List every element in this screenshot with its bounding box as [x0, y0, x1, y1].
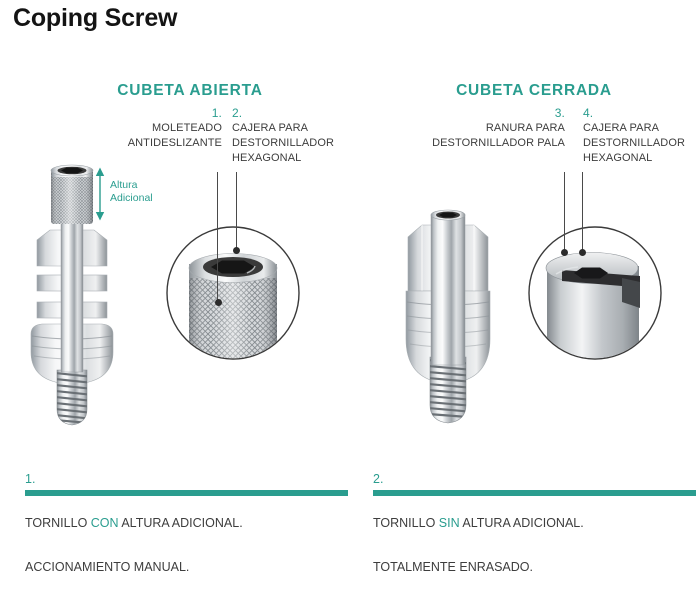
knurl-detail-circle [164, 224, 302, 362]
threaded-tip [428, 357, 468, 423]
callout-line: DESTORNILLADOR [232, 137, 335, 149]
callout-line: RANURA PARA [485, 122, 565, 134]
callout-number: 4. [583, 106, 594, 120]
open-tray-screw-illustration [28, 162, 124, 434]
caption-number: 1. [25, 472, 36, 487]
callout-number: 2. [232, 106, 243, 120]
callout-line: ANTIDESLIZANTE [127, 137, 222, 149]
caption-text: ALTURA ADICIONAL. [118, 515, 243, 530]
closed-tray-heading: CUBETA CERRADA [456, 82, 612, 99]
leader-line-3 [564, 172, 565, 253]
leader-dot-3 [561, 249, 568, 256]
screw-shaft [61, 220, 83, 372]
double-arrow-icon [93, 167, 107, 221]
caption-number: 2. [373, 472, 384, 487]
knurled-cap [51, 165, 93, 224]
leader-line-4 [582, 172, 583, 253]
caption-highlight: SIN [438, 515, 460, 530]
caption-text: TORNILLO [25, 515, 91, 530]
leader-dot-4 [579, 249, 586, 256]
caption-line-1 [373, 516, 584, 531]
altura-line: Altura [110, 179, 138, 191]
open-tray-heading: CUBETA ABIERTA [117, 82, 263, 99]
caption-text: TORNILLO [373, 515, 439, 530]
callout-line: MOLETEADO [152, 122, 222, 134]
open-tray-caption [25, 443, 243, 604]
closed-tray-screw-illustration [402, 205, 494, 430]
page-title: Coping Screw [13, 4, 178, 32]
caption-line-1 [25, 516, 243, 531]
callout-cajera-hex-right [583, 106, 695, 166]
closed-tray-caption [373, 443, 584, 604]
caption-highlight: CON [90, 515, 119, 530]
callout-moleteado [100, 106, 222, 151]
caption-line-2: ACCIONAMIENTO MANUAL. [25, 559, 190, 574]
callout-line: DESTORNILLADOR [583, 137, 686, 149]
callout-line: HEXAGONAL [583, 152, 653, 164]
callout-line: CAJERA PARA [583, 122, 660, 134]
leader-line-1 [217, 172, 218, 303]
left-accent-bar [25, 490, 348, 496]
screw-shaft [431, 210, 465, 365]
leader-dot-1 [215, 299, 222, 306]
callout-ranura [420, 106, 565, 151]
threaded-tip [55, 370, 89, 425]
altura-line: Adicional [110, 191, 153, 204]
callout-line: HEXAGONAL [232, 152, 302, 164]
leader-line-2 [236, 172, 237, 250]
callout-cajera-hex-left [232, 106, 344, 166]
callout-line: DESTORNILLADOR PALA [432, 137, 565, 149]
slot-detail-circle [526, 224, 664, 362]
caption-line-2: TOTALMENTE ENRASADO. [373, 559, 533, 574]
callout-line: CAJERA PARA [232, 122, 309, 134]
right-accent-bar [373, 490, 696, 496]
leader-dot-2 [233, 247, 240, 254]
callout-number: 3. [554, 106, 565, 120]
callout-number: 1. [211, 106, 222, 120]
caption-text: ALTURA ADICIONAL. [459, 515, 584, 530]
